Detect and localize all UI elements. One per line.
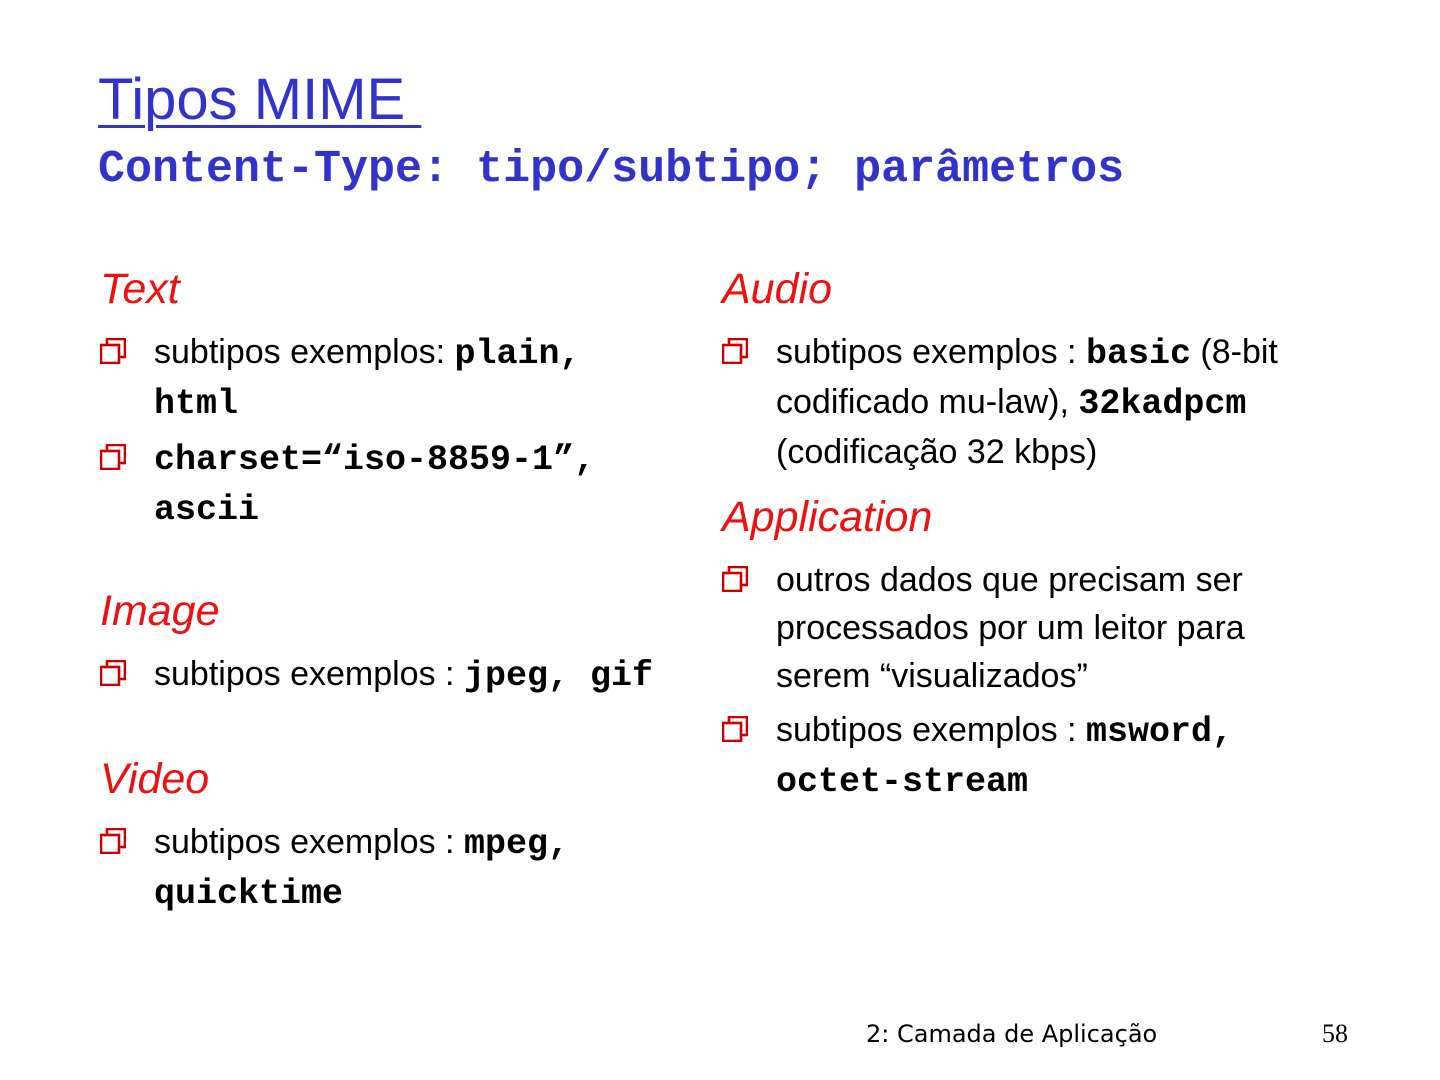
slide-title: Tipos MIME bbox=[98, 67, 422, 132]
audio-heading: Audio bbox=[722, 265, 832, 313]
bullet-value: jpeg, gif bbox=[463, 656, 653, 696]
checkbox-bullet-icon bbox=[100, 338, 126, 364]
slide-subtitle: Content-Type: tipo/subtipo; parâmetros bbox=[98, 144, 1125, 195]
video-section bbox=[100, 752, 670, 918]
left-column bbox=[100, 262, 670, 918]
bullet-label: subtipos exemplos : bbox=[776, 711, 1086, 749]
bullet-label: subtipos exemplos : bbox=[154, 655, 464, 693]
bullet-value: plain, html bbox=[154, 334, 581, 424]
checkbox-bullet-icon bbox=[100, 444, 126, 470]
text-section bbox=[100, 262, 670, 534]
image-heading: Image bbox=[100, 587, 220, 635]
bullet-text: (codificação 32 kbps) bbox=[776, 383, 1266, 471]
bullet-value: msword, octet-stream bbox=[776, 712, 1233, 802]
video-heading: Video bbox=[100, 755, 210, 803]
application-bullet-subtypes bbox=[722, 706, 1282, 806]
application-section bbox=[722, 490, 1282, 806]
page-number: 58 bbox=[1322, 1019, 1348, 1048]
text-bullet-subtypes bbox=[100, 328, 670, 428]
bullet-value: charset=“iso-8859-1”, ascii bbox=[154, 440, 596, 530]
image-section bbox=[100, 584, 670, 700]
bullet-text: (8-bit codificado mu-law), bbox=[776, 333, 1278, 421]
image-bullet-subtypes bbox=[100, 650, 670, 700]
footer-chapter: 2: Camada de Aplicação bbox=[866, 1020, 1158, 1048]
application-heading: Application bbox=[722, 493, 933, 541]
checkbox-bullet-icon bbox=[722, 566, 748, 592]
bullet-value: basic bbox=[1085, 334, 1191, 374]
audio-bullet-subtypes bbox=[722, 328, 1282, 476]
bullet-label: subtipos exemplos : bbox=[154, 823, 464, 861]
audio-section bbox=[722, 262, 1282, 476]
checkbox-bullet-icon bbox=[722, 716, 748, 742]
bullet-label: subtipos exemplos: bbox=[154, 333, 455, 371]
checkbox-bullet-icon bbox=[100, 660, 126, 686]
checkbox-bullet-icon bbox=[722, 338, 748, 364]
bullet-value: 32kadpcm bbox=[1078, 384, 1247, 424]
text-bullet-charset bbox=[100, 434, 670, 534]
bullet-label: subtipos exemplos : bbox=[776, 333, 1086, 371]
right-column bbox=[722, 262, 1282, 806]
application-bullet-description bbox=[722, 556, 1282, 700]
bullet-text: outros dados que precisam ser processados por um leitor para serem “visualizados” bbox=[776, 561, 1245, 695]
video-bullet-subtypes bbox=[100, 818, 670, 918]
text-heading: Text bbox=[100, 265, 180, 313]
checkbox-bullet-icon bbox=[100, 828, 126, 854]
bullet-value: mpeg, quicktime bbox=[154, 824, 569, 914]
